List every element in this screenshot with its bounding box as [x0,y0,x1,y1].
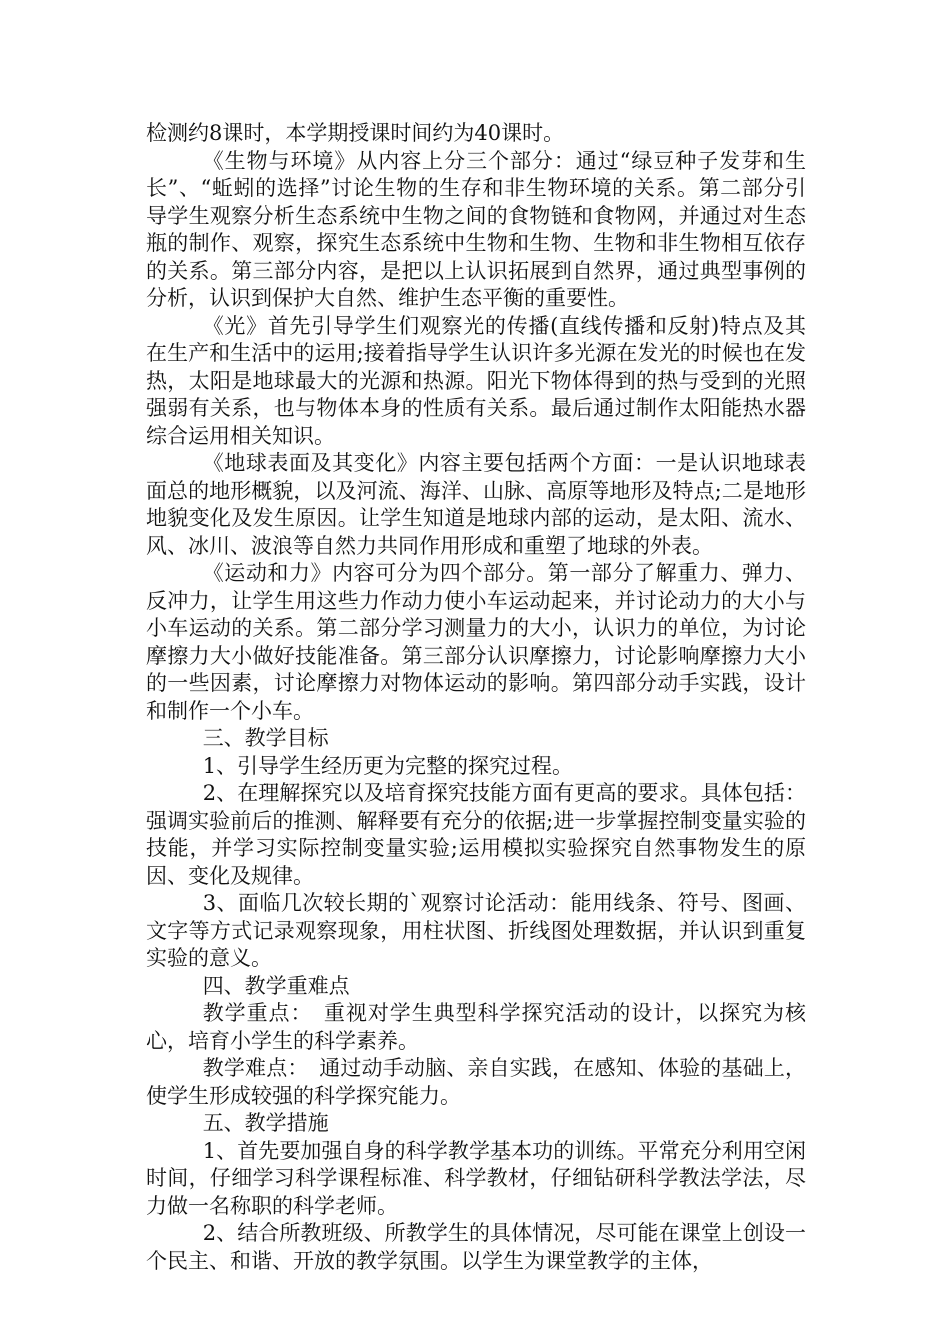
paragraph-motion-force: 《运动和力》内容可分为四个部分。第一部分了解重力、弹力、反冲力，让学生用这些力作动力使小车运动起来，并讨论动力的大小与小车运动的关系。第二部分学习测量力的大小，认识力的单位，为讨论摩擦力大小做好技能准备。第三部分认识摩擦力，讨论影响摩擦力大小的一些因素，讨论摩擦力对物体运动的影响。第四部分动手实践，设计和制作一个小车。 [146,561,806,723]
paragraph-class-hours: 检测约8课时，本学期授课时间约为40课时。 [146,121,565,145]
paragraph-biology-environment: 《生物与环境》从内容上分三个部分：通过“绿豆种子发芽和生长”、“蚯蚓的选择”讨论生物的生存和非生物环境的关系。第二部分引导学生观察分析生态系统中生物之间的食物链和食物网，并通过对生态瓶的制作、观察，探究生态系统中生物和生物、生物和非生物相互依存的关系。第三部分内容，是把以上认识拓展到自然界，通过典型事例的分析，认识到保护大自然、维护生态平衡的重要性。 [146,148,806,310]
paragraph-light: 《光》首先引导学生们观察光的传播(直线传播和反射)特点及其在生产和生活中的运用;接着指导学生认识许多光源在发光的时候也在发热，太阳是地球最大的光源和热源。阳光下物体得到的热与受到的光照强弱有关系，也与物体本身的性质有关系。最后通过制作太阳能热水器综合运用相关知识。 [146,313,806,448]
goal-item-1: 1、引导学生经历更为完整的探究过程。 [202,753,574,778]
measure-item-2: 2、结合所教班级、所教学生的具体情况，尽可能在课堂上创设一个民主、和谐、开放的教学氛围。以学生为课堂教学的主体， [146,1221,806,1273]
document-body [146,120,806,1275]
section-heading-measures: 五、教学措施 [202,1111,329,1135]
section-heading-key-points: 四、教学重难点 [202,973,350,998]
key-point-difficulty: 教学难点： 通过动手动脑、亲自实践，在感知、体验的基础上，使学生形成较强的科学探究能力。 [146,1056,806,1108]
goal-item-3: 3、面临几次较长期的`观察讨论活动：能用线条、符号、图画、文字等方式记录观察现象，用柱状图、折线图处理数据，并认识到重复实验的意义。 [146,891,806,970]
measure-item-1: 1、首先要加强自身的科学教学基本功的训练。平常充分利用空闲时间，仔细学习科学课程标准、科学教材，仔细钻研科学教法学法，尽力做一名称职的科学老师。 [146,1138,806,1218]
paragraph-earth-surface: 《地球表面及其变化》内容主要包括两个方面：一是认识地球表面总的地形概貌，以及河流、海洋、山脉、高原等地形及特点;二是地形地貌变化及发生原因。让学生知道是地球内部的运动，是太阳、流水、风、冰川、波浪等自然力共同作用形成和重塑了地球的外表。 [146,451,806,558]
key-point-focus: 教学重点： 重视对学生典型科学探究活动的设计，以探究为核心，培育小学生的科学素养。 [146,1001,806,1053]
section-heading-goals: 三、教学目标 [202,726,329,750]
goal-item-2: 2、在理解探究以及培育探究技能方面有更高的要求。具体包括：强调实验前后的推测、解释要有充分的依据;进一步掌握控制变量实验的技能，并学习实际控制变量实验;运用模拟实验探究自然事物发生的原因、变化及规律。 [146,781,806,888]
